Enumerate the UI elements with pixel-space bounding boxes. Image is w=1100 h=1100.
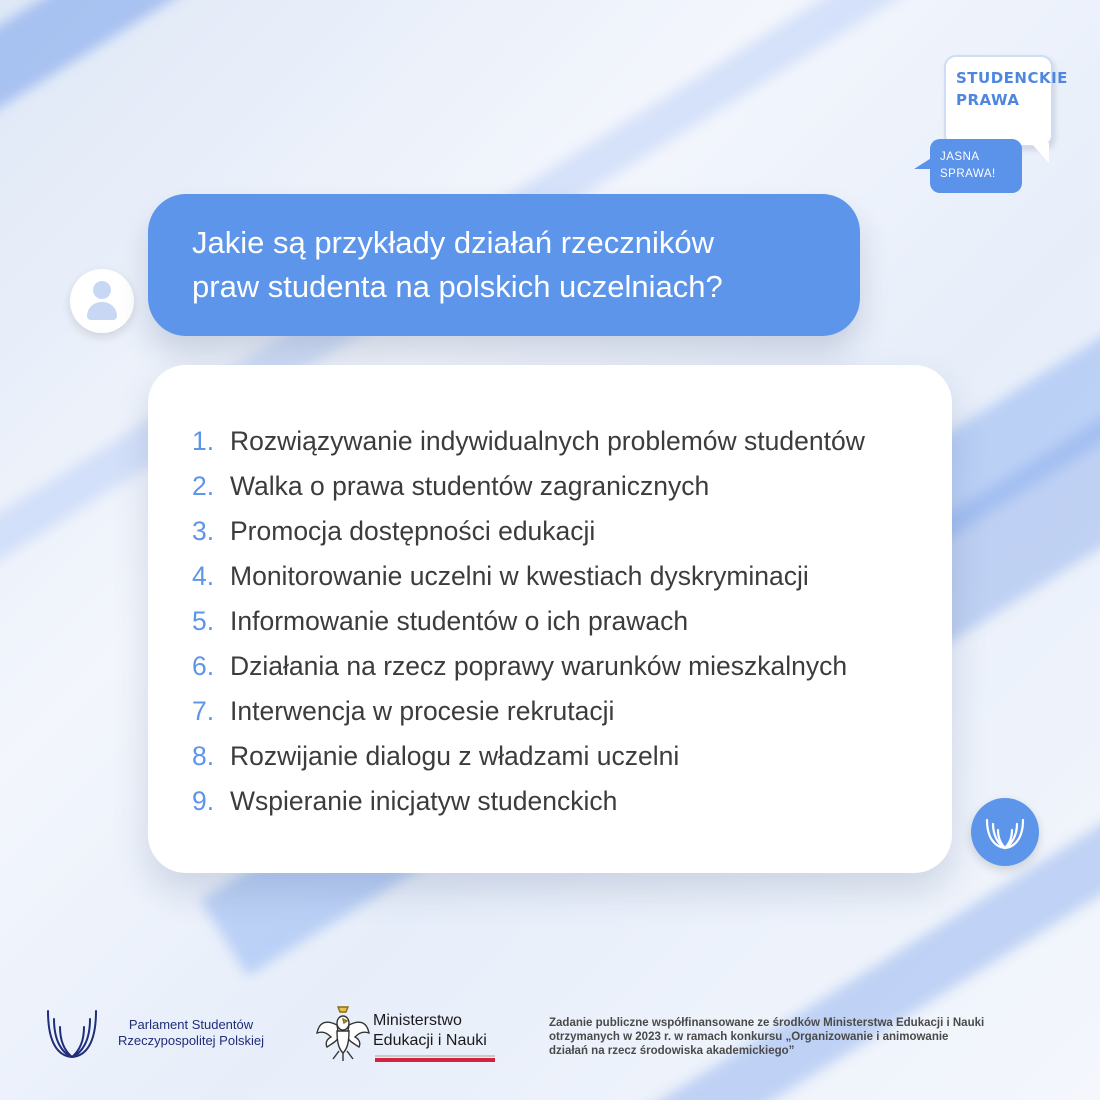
list-item-number: 6. xyxy=(192,651,215,681)
logo-title-line2: PRAWA xyxy=(956,91,1020,109)
list-item xyxy=(192,599,865,644)
list-item-number: 3. xyxy=(192,516,215,546)
list-item-text: Interwencja w procesie rekrutacji xyxy=(230,696,615,726)
avatar-torso xyxy=(87,302,117,320)
funding-note-line1: Zadanie publiczne współfinansowane ze środków Ministerstwa Edukacji i Nauki xyxy=(549,1017,985,1029)
ministry-logo xyxy=(315,1003,505,1065)
list-item-text: Działania na rzecz poprawy warunków mieszkalnych xyxy=(230,651,848,681)
studenckie-prawa-logo xyxy=(912,55,1068,195)
polish-eagle-icon xyxy=(315,1003,371,1063)
answer-list xyxy=(192,419,865,824)
wings-icon-graphic xyxy=(971,798,1039,866)
list-item-text: Informowanie studentów o ich prawach xyxy=(230,606,689,636)
funding-note-line2: otrzymanych w 2023 r. w ramach konkursu „Organizowanie i animowanie xyxy=(549,1031,949,1043)
psrp-wings-icon xyxy=(971,798,1039,866)
list-item-text: Rozwiązywanie indywidualnych problemów studentów xyxy=(230,426,865,456)
user-avatar-icon xyxy=(70,269,134,333)
list-item xyxy=(192,734,865,779)
psrp-name-line1: Parlament Studentów xyxy=(128,1017,254,1032)
logo-subtitle-line1: JASNA xyxy=(940,151,980,163)
list-item-number: 7. xyxy=(192,696,215,726)
list-item xyxy=(192,779,865,824)
list-item xyxy=(192,689,865,734)
list-item xyxy=(192,509,865,554)
answer-card xyxy=(148,365,952,873)
psrp-logo xyxy=(44,1003,264,1063)
psrp-wings-icon xyxy=(44,1003,100,1061)
logo-title xyxy=(956,67,1068,111)
avatar-head xyxy=(93,281,111,299)
funding-note xyxy=(549,1016,1069,1058)
list-item-text: Wspieranie inicjatyw studenckich xyxy=(230,786,618,816)
list-item-number: 1. xyxy=(192,426,215,456)
list-item xyxy=(192,419,865,464)
logo-title-line1: STUDENCKIE xyxy=(956,69,1068,87)
ministry-name xyxy=(373,1011,503,1051)
ministry-name-line1: Ministerstwo xyxy=(373,1012,462,1029)
ministry-name-line2: Edukacji i Nauki xyxy=(373,1032,487,1049)
question-text xyxy=(192,221,832,309)
funding-note-line3: działań na rzecz środowiska akademickiego” xyxy=(549,1045,795,1057)
logo-subtitle xyxy=(940,149,1020,183)
flag-stripe-red xyxy=(375,1058,495,1062)
list-item xyxy=(192,644,865,689)
list-item xyxy=(192,464,865,509)
list-item-text: Monitorowanie uczelni w kwestiach dyskryminacji xyxy=(230,561,809,591)
list-item-number: 2. xyxy=(192,471,215,501)
list-item-number: 8. xyxy=(192,741,215,771)
question-line1: Jakie są przykłady działań rzeczników xyxy=(192,225,715,260)
list-item-text: Promocja dostępności edukacji xyxy=(230,516,596,546)
question-bubble xyxy=(148,194,860,336)
list-item-number: 5. xyxy=(192,606,215,636)
list-item-number: 4. xyxy=(192,561,215,591)
psrp-name xyxy=(106,1017,276,1049)
list-item xyxy=(192,554,865,599)
logo-subtitle-line2: SPRAWA! xyxy=(940,168,996,180)
list-item-text: Walka o prawa studentów zagranicznych xyxy=(230,471,710,501)
flag-stripe-white xyxy=(375,1055,495,1057)
list-item-number: 9. xyxy=(192,786,215,816)
question-line2: praw studenta na polskich uczelniach? xyxy=(192,269,723,304)
list-item-text: Rozwijanie dialogu z władzami uczelni xyxy=(230,741,680,771)
psrp-name-line2: Rzeczypospolitej Polskiej xyxy=(118,1033,264,1048)
